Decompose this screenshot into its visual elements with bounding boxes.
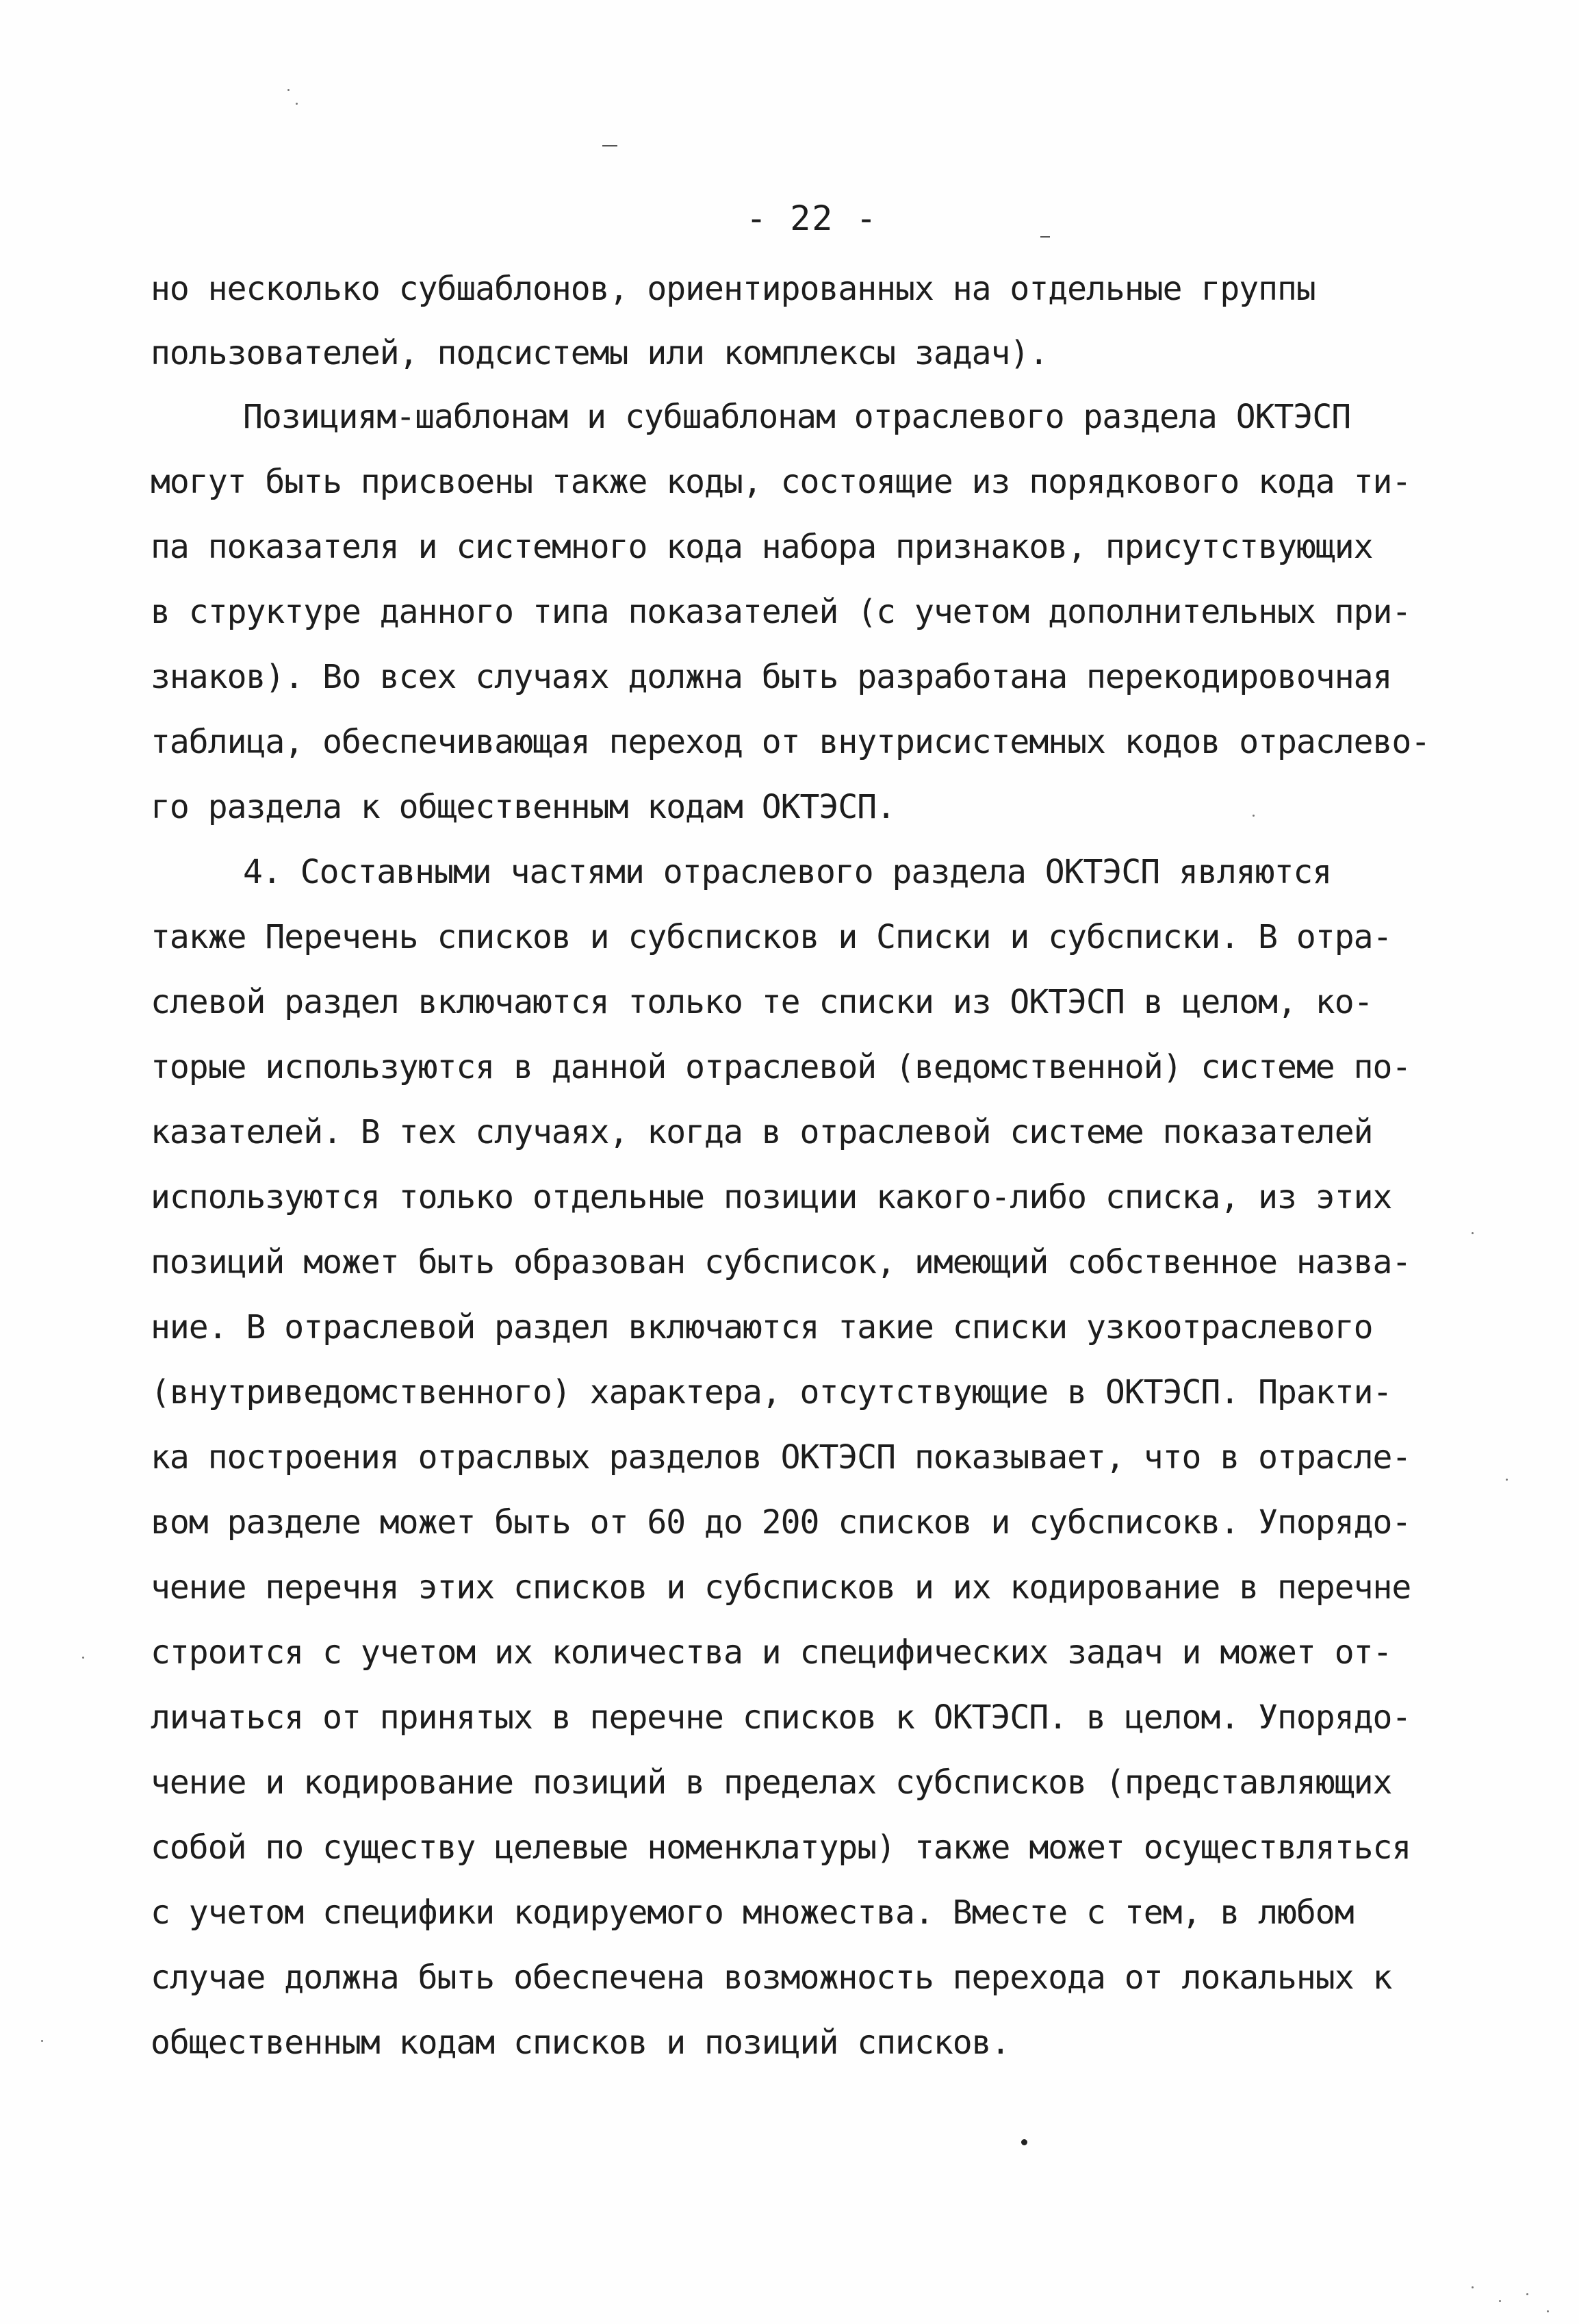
text-line: ка построения отраслвых разделов ОКТЭСП показывает, что в отрасле- bbox=[151, 1438, 1411, 1477]
text-line: казателей. В тех случаях, когда в отраслевой системе показателей bbox=[151, 1113, 1373, 1151]
text-line: общественным кодам списков и позиций списков. bbox=[151, 2023, 1010, 2062]
text-line: но несколько субшаблонов, ориентированных на отдельные группы bbox=[151, 270, 1315, 308]
text-line: па показателя и системного кода набора признаков, присутствующих bbox=[151, 528, 1373, 566]
text-line: чение и кодирование позиций в пределах субсписков (представляющих bbox=[151, 1763, 1392, 1802]
scan-speck bbox=[287, 89, 290, 91]
scan-speck bbox=[1526, 2293, 1528, 2295]
text-line: ние. В отраслевой раздел включаются такие списки узкоотраслевого bbox=[151, 1308, 1373, 1346]
scan-speck bbox=[296, 103, 298, 105]
text-line: позиций может быть образован субсписок, имеющий собственное назва- bbox=[151, 1243, 1411, 1281]
text-line: случае должна быть обеспечена возможность перехода от локальных к bbox=[151, 1958, 1392, 1997]
text-line: таблица, обеспечивающая переход от внутрисистемных кодов отраслево- bbox=[151, 723, 1430, 761]
text-line: вом разделе может быть от 60 до 200 списков и субсписокв. Упорядо- bbox=[151, 1503, 1411, 1542]
scan-speck bbox=[1547, 2310, 1549, 2312]
text-line: личаться от принятых в перечне списков к ОКТЭСП. в целом. Упорядо- bbox=[151, 1698, 1411, 1737]
text-line: с учетом специфики кодируемого множества. Вместе с тем, в любом bbox=[151, 1893, 1354, 1932]
scan-speck bbox=[1472, 2286, 1474, 2288]
scan-speck bbox=[1506, 1479, 1508, 1481]
text-line: пользователей, подсистемы или комплексы задач). bbox=[151, 334, 1049, 372]
text-line: строится с учетом их количества и специфических задач и может от- bbox=[151, 1633, 1392, 1672]
scan-speck bbox=[41, 2040, 43, 2042]
text-line: чение перечня этих списков и субсписков и их кодирование в перечне bbox=[151, 1568, 1411, 1607]
text-line: в структуре данного типа показателей (с учетом дополнительных при- bbox=[151, 593, 1411, 631]
text-line: Позициям-шаблонам и субшаблонам отраслевого раздела ОКТЭСП bbox=[243, 398, 1351, 436]
text-line: торые используются в данной отраслевой (ведомственной) системе по- bbox=[151, 1048, 1411, 1086]
text-line: (внутриведомственного) характера, отсутствующие в ОКТЭСП. Практи- bbox=[151, 1373, 1392, 1412]
text-line: слевой раздел включаются только те списки из ОКТЭСП в целом, ко- bbox=[151, 983, 1373, 1021]
scan-mark bbox=[602, 145, 617, 146]
ink-dot bbox=[1021, 2139, 1027, 2145]
scan-speck bbox=[1472, 1232, 1474, 1234]
scan-speck bbox=[1253, 815, 1255, 817]
text-line: также Перечень списков и субсписков и Списки и субсписки. В отра- bbox=[151, 918, 1392, 956]
text-line: знаков). Во всех случаях должна быть разработана перекодировочная bbox=[151, 658, 1392, 696]
scan-speck bbox=[1499, 2300, 1501, 2302]
page-number: - 22 - bbox=[746, 199, 878, 238]
text-line: собой по существу целевые номенклатуры) также может осуществляться bbox=[151, 1828, 1411, 1867]
scan-mark bbox=[1040, 236, 1050, 238]
text-line: го раздела к общественным кодам ОКТЭСП. bbox=[151, 788, 896, 826]
scan-speck bbox=[82, 1657, 84, 1659]
text-line: 4. Составными частями отраслевого раздела ОКТЭСП являются bbox=[243, 853, 1332, 891]
text-line: используются только отдельные позиции какого-либо списка, из этих bbox=[151, 1178, 1392, 1216]
text-line: могут быть присвоены также коды, состоящие из порядкового кода ти- bbox=[151, 463, 1411, 501]
